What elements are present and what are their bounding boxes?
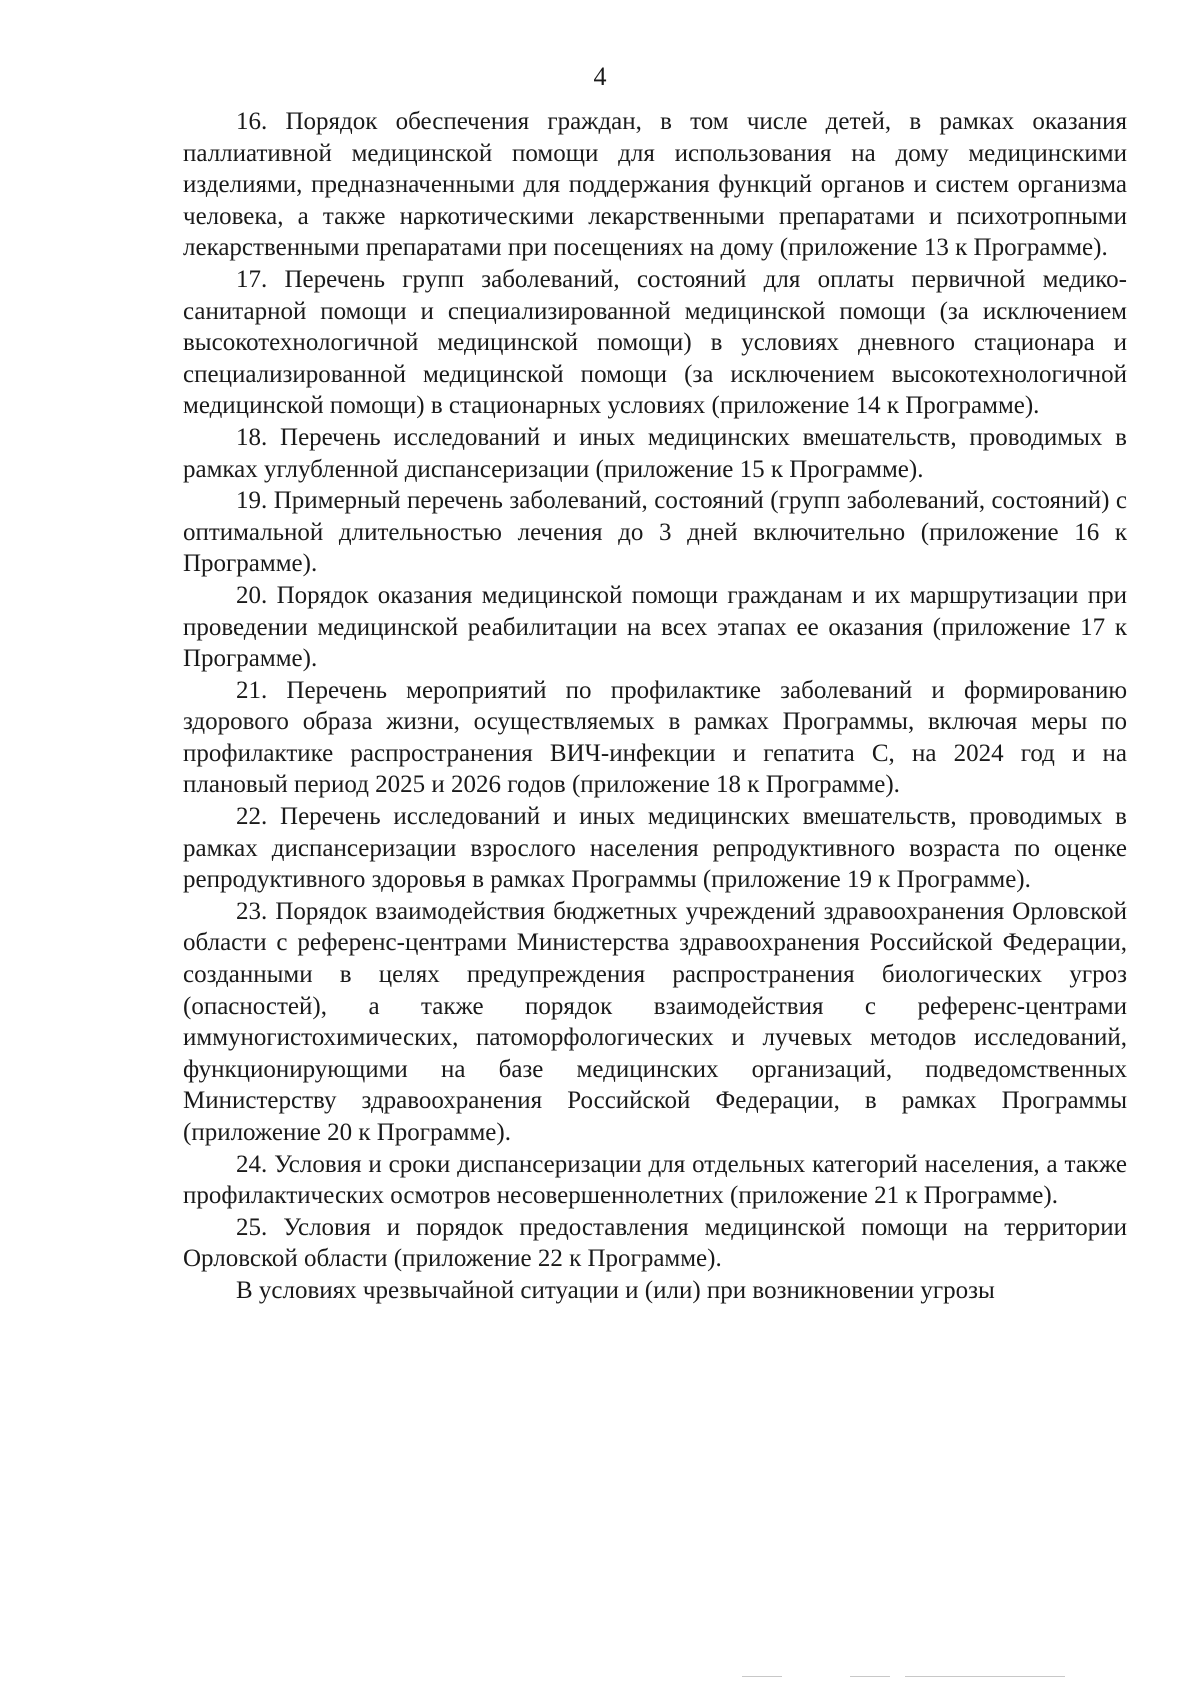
- scan-artifact: [742, 1676, 782, 1677]
- scan-artifact: [850, 1676, 890, 1677]
- paragraph-item-22: 22. Перечень исследований и иных медицинских вмешательств, проводимых в рамках диспансеризации взрослого населения репродуктивного возраста по оценке репродуктивного здоровья в рамках Программы (приложение 19 к Программе).: [183, 803, 1127, 894]
- paragraph-continuation: В условиях чрезвычайной ситуации и (или) при возникновении угрозы: [236, 1276, 995, 1304]
- paragraph-item-21: 21. Перечень мероприятий по профилактике заболеваний и формированию здорового образа жизни, осуществляемых в рамках Программы, включая меры по профилактике распространения ВИЧ-инфекции и гепатита С, на 2024 год и на плановый период 2025 и 2026 годов (приложение 18 к Программе).: [183, 676, 1127, 799]
- paragraph-item-24: 24. Условия и сроки диспансеризации для отдельных категорий населения, а также профилактических осмотров несовершеннолетних (приложение 21 к Программе).: [183, 1150, 1127, 1210]
- scan-artifact: [905, 1676, 1065, 1677]
- document-body: [183, 106, 1127, 1307]
- paragraph-item-25: 25. Условия и порядок предоставления медицинской помощи на территории Орловской области (приложение 22 к Программе).: [183, 1213, 1127, 1273]
- paragraph-item-19: 19. Примерный перечень заболеваний, состояний (групп заболеваний, состояний) с оптимальной длительностью лечения до 3 дней включительно (приложение 16 к Программе).: [183, 487, 1127, 578]
- paragraph-item-20: 20. Порядок оказания медицинской помощи гражданам и их маршрутизации при проведении медицинской реабилитации на всех этапах ее оказания (приложение 17 к Программе).: [183, 581, 1127, 673]
- page-number: 4: [593, 62, 607, 91]
- paragraph-item-18: 18. Перечень исследований и иных медицинских вмешательств, проводимых в рамках углубленной диспансеризации (приложение 15 к Программе).: [183, 423, 1127, 483]
- paragraph-item-17: 17. Перечень групп заболеваний, состояний для оплаты первичной медико-санитарной помощи и специализированной медицинской помощи (за исключением высокотехнологичной медицинской помощи) в условиях дневного стационара и специализированной медицинской помощи (за исключением высокотехнологичной медицинской помощи) в стационарных условиях (приложение 14 к Программе).: [183, 265, 1127, 420]
- paragraph-item-23: 23. Порядок взаимодействия бюджетных учреждений здравоохранения Орловской области с референс-центрами Министерства здравоохранения Российской Федерации, созданными в целях предупреждения распространения биологических угроз (опасностей), а также порядок взаимодействия с референс-центрами иммуногистохимических, патоморфологических и лучевых методов исследований, функционирующими на базе медицинских организаций, подведомственных Министерству здравоохранения Российской Федерации, в рамках Программы (приложение 20 к Программе).: [183, 897, 1127, 1146]
- paragraph-item-16: 16. Порядок обеспечения граждан, в том числе детей, в рамках оказания паллиативной медицинской помощи для использования на дому медицинскими изделиями, предназначенными для поддержания функций органов и систем организма человека, а также наркотическими лекарственными препаратами и психотропными лекарственными препаратами при посещениях на дому (приложение 13 к Программе).: [183, 108, 1127, 262]
